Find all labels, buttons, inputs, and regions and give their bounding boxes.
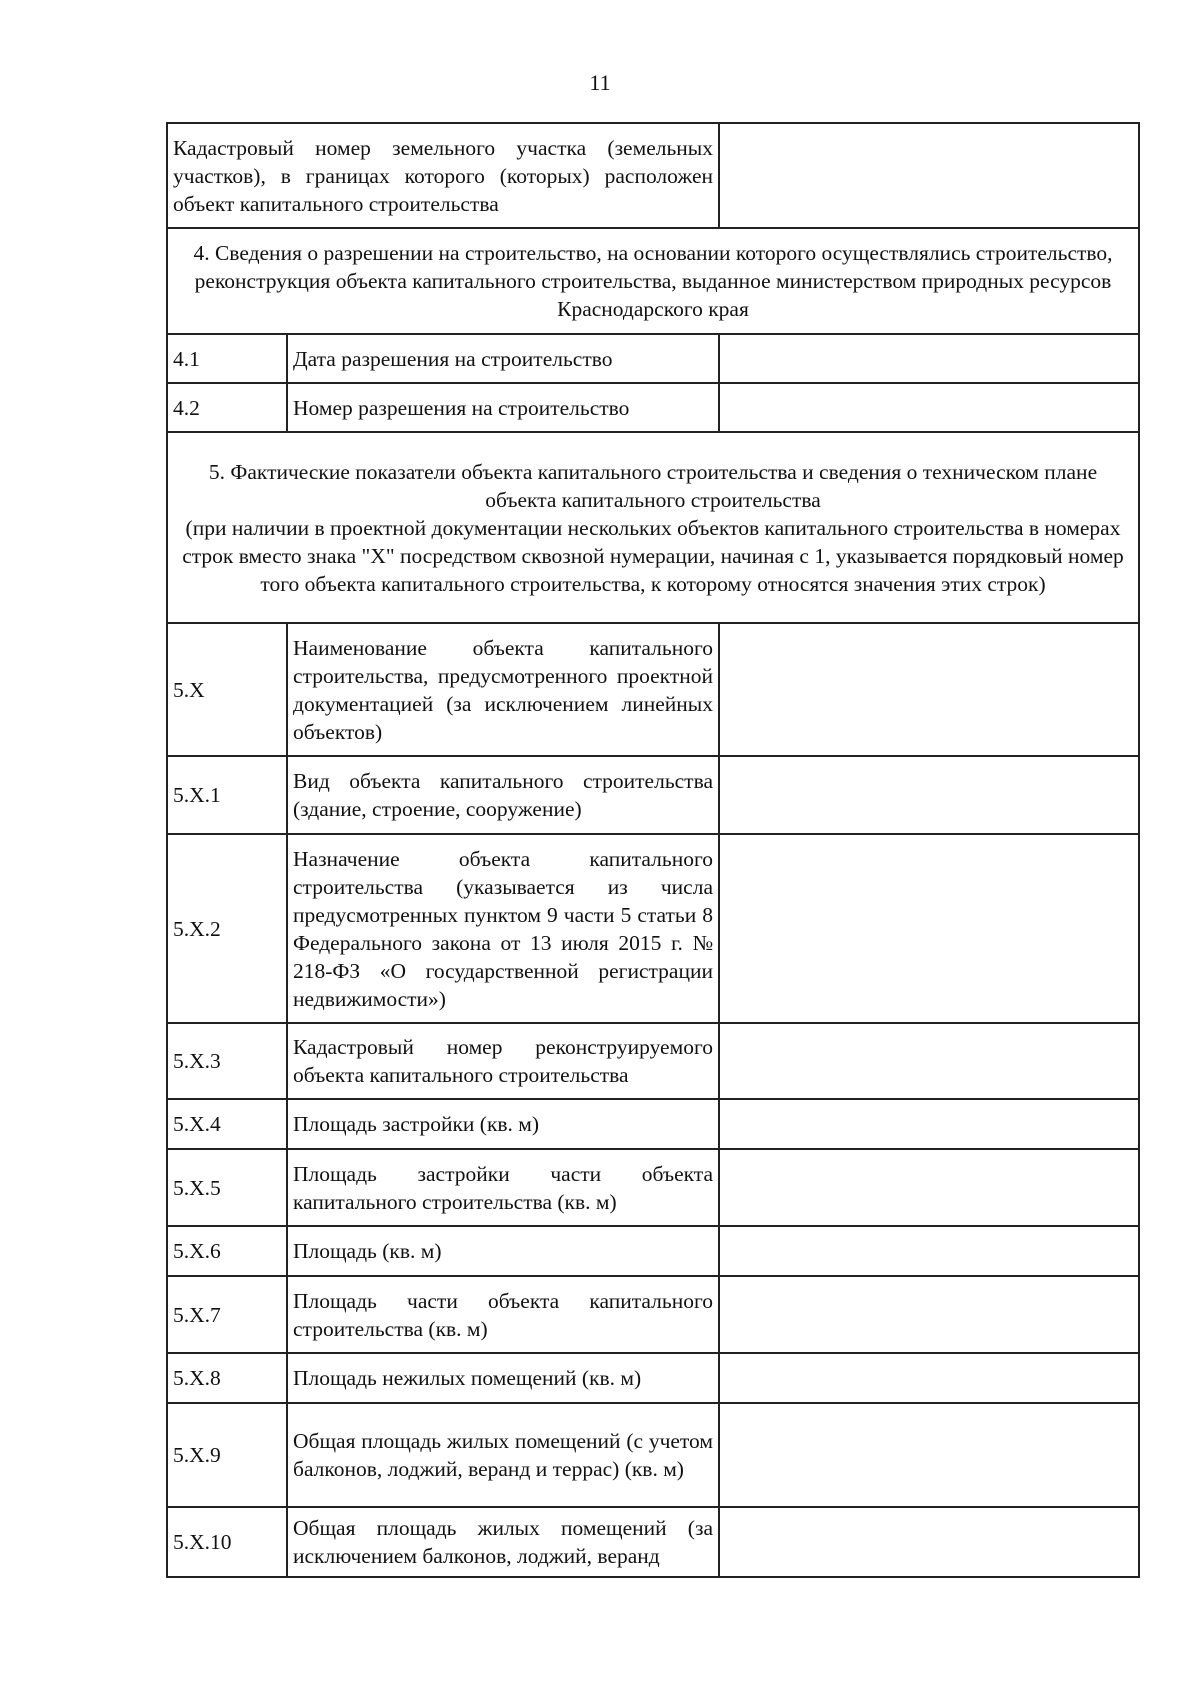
table-row [167, 334, 1139, 383]
row-label: Площадь (кв. м) [287, 1226, 719, 1276]
table-row [167, 383, 1139, 432]
row-number: 4.1 [167, 334, 287, 383]
row-label: Общая площадь жилых помещений (с учетом балконов, лоджий, веранд и террас) (кв. м) [287, 1403, 719, 1507]
row-label: Площадь нежилых помещений (кв. м) [287, 1353, 719, 1403]
row-number: 5.X.1 [167, 756, 287, 834]
row-label: Площадь застройки части объекта капитального строительства (кв. м) [287, 1149, 719, 1226]
row-value[interactable] [719, 1276, 1139, 1353]
table-row [167, 1149, 1139, 1226]
table-row [167, 623, 1139, 756]
row-label: Площадь застройки (кв. м) [287, 1099, 719, 1149]
table-row [167, 1099, 1139, 1149]
row-number: 5.X.3 [167, 1023, 287, 1099]
row-label: Номер разрешения на строительство [287, 383, 719, 432]
row-value[interactable] [719, 334, 1139, 383]
row-value[interactable] [719, 383, 1139, 432]
table-row [167, 756, 1139, 834]
section5-heading: 5. Фактические показатели объекта капитального строительства и сведения о техническом плане объекта капитального строительства [208, 459, 1098, 512]
section4-heading-row [167, 228, 1139, 334]
row-number: 4.2 [167, 383, 287, 432]
table-row [167, 834, 1139, 1023]
row-number: 5.X.2 [167, 834, 287, 1023]
table-row [167, 1276, 1139, 1353]
row-label: Назначение объекта капитального строительства (указывается из числа предусмотренных пунктом 9 части 5 статьи 8 Федерального закона от 13 июля 2015 г. № 218-ФЗ «О государственной регистрации недвижимости») [287, 834, 719, 1023]
row-value[interactable] [719, 834, 1139, 1023]
row-label: Площадь части объекта капитального строительства (кв. м) [287, 1276, 719, 1353]
section4-heading: 4. Сведения о разрешении на строительство, на основании которого осуществлялись строительство, реконструкция объекта капитального строительства, выданное министерством природных ресурсов Краснодарского края [167, 228, 1139, 334]
row-label: Кадастровый номер реконструируемого объекта капитального строительства [287, 1023, 719, 1099]
row-label: Общая площадь жилых помещений (за исключением балконов, лоджий, веранд [287, 1507, 719, 1577]
row-number: 5.X.8 [167, 1353, 287, 1403]
row-value[interactable] [719, 623, 1139, 756]
section5-note: (при наличии в проектной документации нескольких объектов капитального строительства в номерах строк вместо знака "X" посредством сквозной нумерации, начиная с 1, указывается порядковый номер того объекта капитального строительства, к которому относятся значения этих строк) [182, 515, 1124, 596]
row-value[interactable] [719, 1226, 1139, 1276]
row-value[interactable] [719, 1403, 1139, 1507]
section5-heading-row [167, 432, 1139, 623]
row-value[interactable] [719, 1507, 1139, 1577]
row-number: 5.X.6 [167, 1226, 287, 1276]
row-label: Вид объекта капитального строительства (здание, строение, сооружение) [287, 756, 719, 834]
table-row [167, 1353, 1139, 1403]
cadastral-row [167, 123, 1139, 228]
row-value[interactable] [719, 1353, 1139, 1403]
row-number: 5.X.7 [167, 1276, 287, 1353]
row-number: 5.X.9 [167, 1403, 287, 1507]
cadastral-value[interactable] [719, 123, 1139, 228]
row-number: 5.X.5 [167, 1149, 287, 1226]
table-row [167, 1403, 1139, 1507]
row-number: 5.X [167, 623, 287, 756]
table-row [167, 1507, 1139, 1577]
row-value[interactable] [719, 1023, 1139, 1099]
table-row [167, 1023, 1139, 1099]
cadastral-label: Кадастровый номер земельного участка (земельных участков), в границах которого (которых) расположен объект капитального строительства [167, 123, 719, 228]
row-value[interactable] [719, 756, 1139, 834]
row-number: 5.X.4 [167, 1099, 287, 1149]
row-value[interactable] [719, 1149, 1139, 1226]
row-label: Дата разрешения на строительство [287, 334, 719, 383]
form-table [166, 122, 1140, 1578]
page-number: 11 [589, 70, 611, 95]
table-row [167, 1226, 1139, 1276]
row-number: 5.X.10 [167, 1507, 287, 1577]
row-value[interactable] [719, 1099, 1139, 1149]
row-label: Наименование объекта капитального строительства, предусмотренного проектной документацией (за исключением линейных объектов) [287, 623, 719, 756]
